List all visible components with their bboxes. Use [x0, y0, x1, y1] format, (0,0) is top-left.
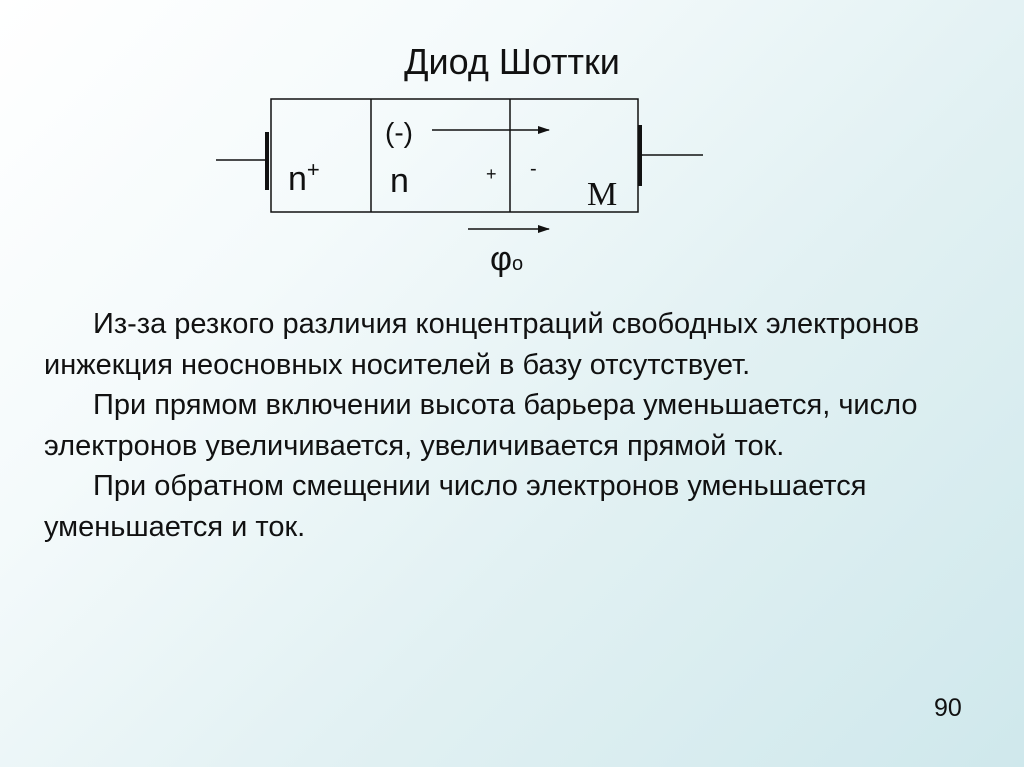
- electron-charge-label: (-): [385, 117, 413, 148]
- potential-subscript: o: [512, 253, 524, 275]
- barrier-potential-label: [490, 240, 523, 278]
- region-metal-label: M: [587, 176, 618, 213]
- schottky-diode-diagram: [0, 0, 1024, 300]
- device-body: [271, 99, 638, 212]
- page-number: 90: [934, 694, 962, 722]
- potential-symbol: φ: [490, 240, 513, 278]
- region-n-label: n: [390, 162, 409, 200]
- space-charge-plus: +: [486, 164, 497, 184]
- region-n-plus-label: [288, 157, 320, 198]
- region-n-plus-superscript: +: [306, 157, 320, 182]
- paragraph-forward-bias: При прямом включении высота барьера уменьшается, число электронов увеличивается, увеличивается прямой ток.: [44, 389, 918, 462]
- paragraph-no-injection: Из-за резкого различия концентраций свободных электронов инжекция неосновных носителей в базу отсутствует.: [44, 308, 920, 381]
- paragraph-reverse-bias: При обратном смещении число электронов уменьшается уменьшается и ток.: [44, 470, 867, 543]
- region-n-plus-letter: n: [288, 160, 307, 198]
- explanation-text: [44, 304, 1019, 547]
- space-charge-minus: -: [530, 158, 537, 180]
- slide-title: Диод Шоттки: [404, 41, 620, 82]
